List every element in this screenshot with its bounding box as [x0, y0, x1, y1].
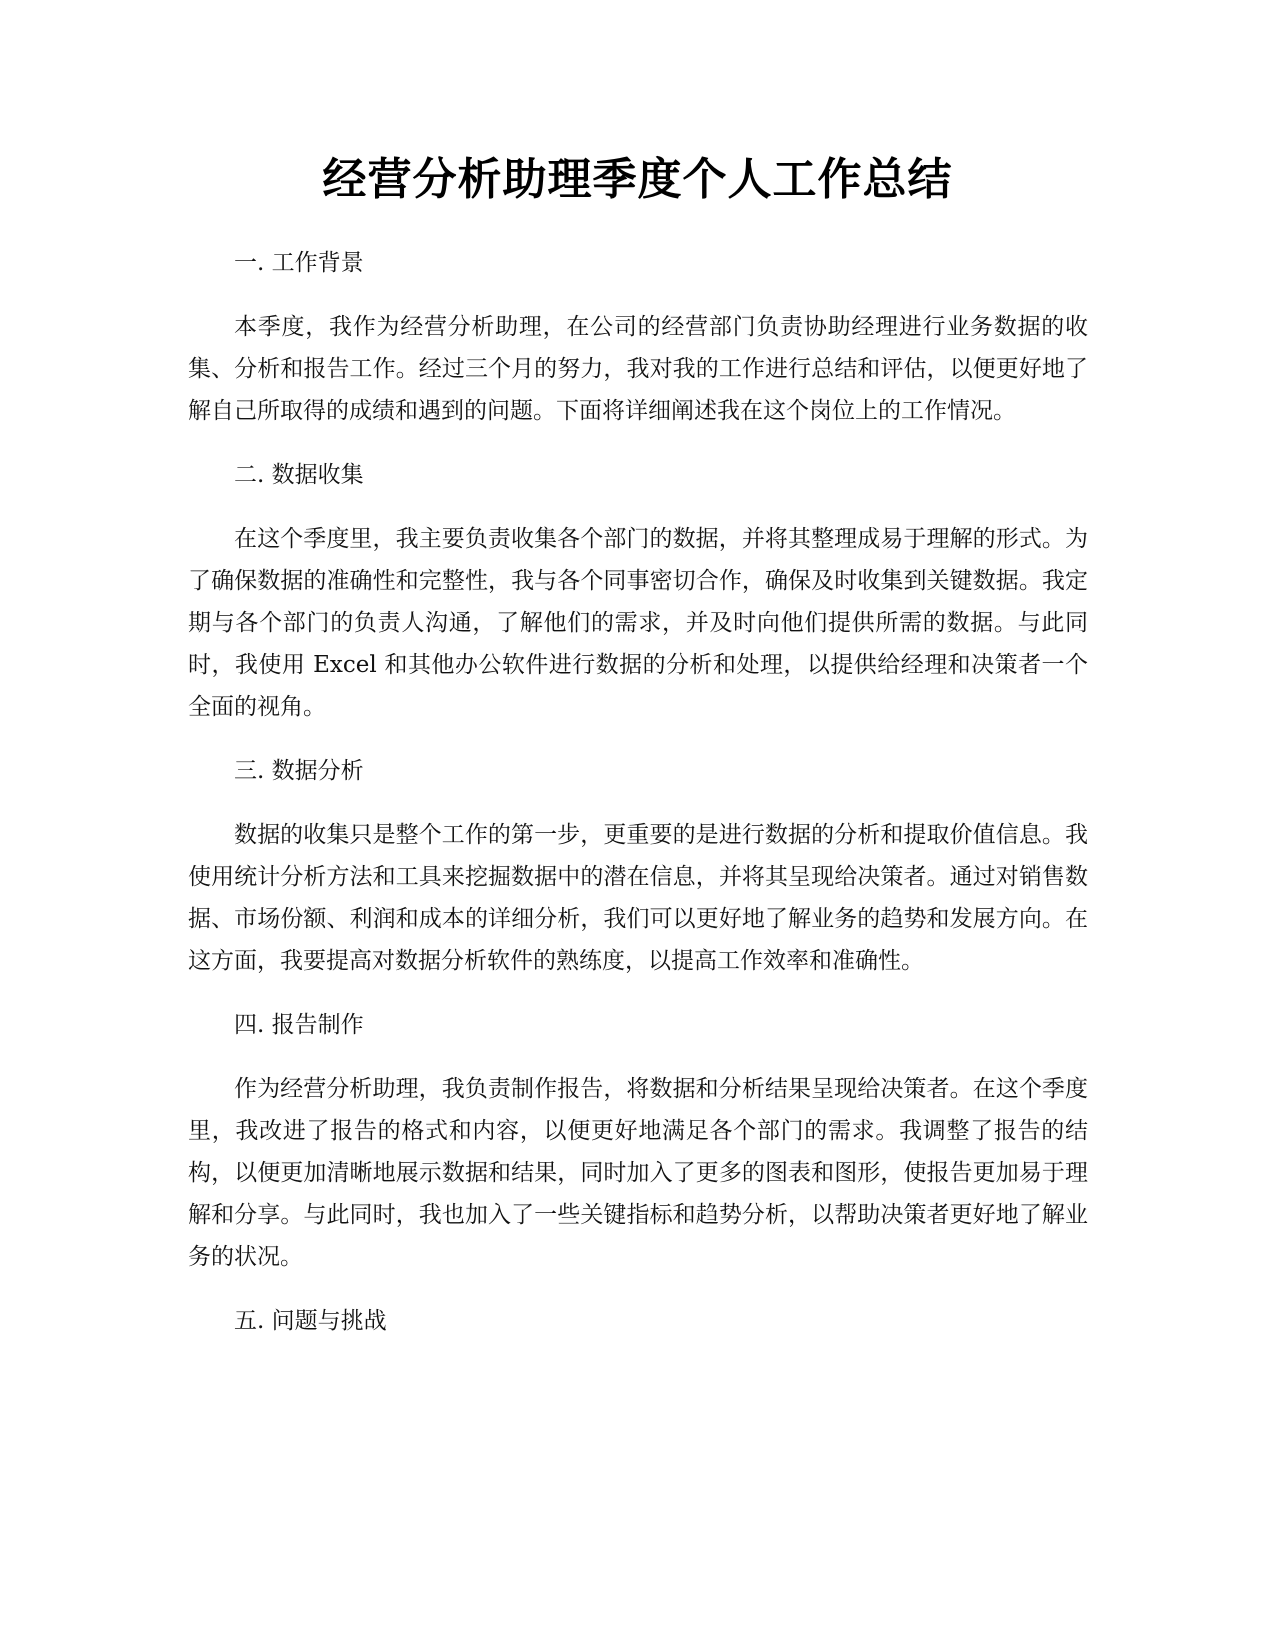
section-heading: 四. 报告制作	[234, 1012, 364, 1038]
document-body	[188, 242, 1088, 1342]
section-heading: 五. 问题与挑战	[234, 1308, 387, 1334]
section-heading: 二. 数据收集	[234, 462, 364, 488]
section-paragraph: 作为经营分析助理，我负责制作报告，将数据和分析结果呈现给决策者。在这个季度里，我改进了报告的格式和内容，以便更好地满足各个部门的需求。我调整了报告的结构，以便更加清晰地展示数据和结果，同时加入了更多的图表和图形，使报告更加易于理解和分享。与此同时，我也加入了一些关键指标和趋势分析，以帮助决策者更好地了解业务的状况。	[188, 1076, 1088, 1270]
section-heading: 三. 数据分析	[234, 758, 364, 784]
document-title: 经营分析助理季度个人工作总结	[322, 154, 953, 205]
section-paragraph: 在这个季度里，我主要负责收集各个部门的数据，并将其整理成易于理解的形式。为了确保数据的准确性和完整性，我与各个同事密切合作，确保及时收集到关键数据。我定期与各个部门的负责人沟通，了解他们的需求，并及时向他们提供所需的数据。与此同时，我使用 Excel 和其他办公软件进行数据的分析和处理，以提供给经理和决策者一个全面的视角。	[188, 526, 1088, 720]
section-paragraph: 本季度，我作为经营分析助理，在公司的经营部门负责协助经理进行业务数据的收集、分析和报告工作。经过三个月的努力，我对我的工作进行总结和评估，以便更好地了解自己所取得的成绩和遇到的问题。下面将详细阐述我在这个岗位上的工作情况。	[188, 314, 1088, 424]
section-heading: 一. 工作背景	[234, 250, 364, 276]
section-paragraph: 数据的收集只是整个工作的第一步，更重要的是进行数据的分析和提取价值信息。我使用统计分析方法和工具来挖掘数据中的潜在信息，并将其呈现给决策者。通过对销售数据、市场份额、利润和成本的详细分析，我们可以更好地了解业务的趋势和发展方向。在这方面，我要提高对数据分析软件的熟练度，以提高工作效率和准确性。	[188, 822, 1088, 974]
